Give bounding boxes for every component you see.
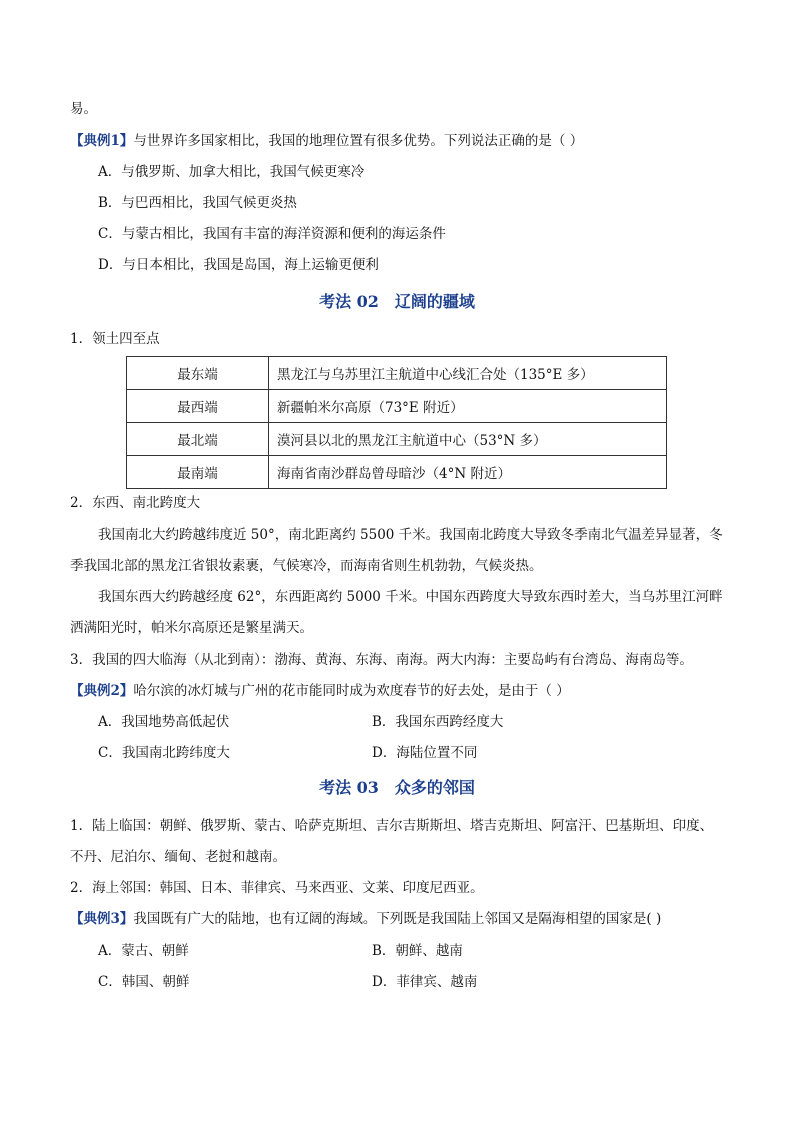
section-heading-03-number: 考法 03	[319, 778, 379, 797]
example-3-option-d: D．菲律宾、越南	[372, 974, 478, 990]
example-3-tag: 【典例3】	[70, 911, 134, 927]
section-heading-03-title: 众多的邻国	[394, 778, 475, 797]
territory-extremes-table	[126, 356, 667, 489]
example-1-stem: 与世界许多国家相比，我国的地理位置有很多优势。下列说法正确的是（ ）	[133, 133, 584, 149]
north-south-paragraph: 我国南北大约跨越纬度近 50°，南北距离约 5500 千米。我国南北跨度大导致冬季南北气温差异显著，冬季我国北部的黑龙江省银妆素裹，气候寒冷，而海南省则生机勃勃，气候炎热。	[70, 527, 723, 574]
example-1-question	[70, 131, 583, 151]
table-cell-direction: 最东端	[127, 357, 269, 390]
section-heading-03	[0, 777, 794, 799]
example-3-option-c: C．韩国、朝鲜	[98, 974, 190, 990]
example-3-option-a: A．蒙古、朝鲜	[98, 943, 189, 959]
table-cell-description: 黑龙江与乌苏里江主航道中心线汇合处（135°E 多）	[269, 357, 667, 390]
example-2-tag: 【典例2】	[70, 683, 134, 699]
seas-text: 3．我国的四大临海（从北到南）：渤海、黄海、东海、南海。两大内海：主要岛屿有台湾岛、海南岛等。	[70, 652, 693, 668]
table-cell-direction: 最北端	[127, 423, 269, 456]
table-row	[127, 357, 667, 390]
example-1-option-d: D．与日本相比，我国是岛国，海上运输更便利	[98, 257, 379, 273]
table-cell-description: 漠河县以北的黑龙江主航道中心（53°N 多）	[269, 423, 667, 456]
section-heading-02-title: 辽阔的疆域	[394, 292, 475, 311]
table-cell-description: 海南省南沙群岛曾母暗沙（4°N 附近）	[269, 456, 667, 489]
example-1-option-a: A．与俄罗斯、加拿大相比，我国气候更寒冷	[98, 164, 365, 180]
land-neighbors-line-2: 不丹、尼泊尔、缅甸、老挝和越南。	[70, 849, 286, 865]
example-2-option-b: B．我国东西跨经度大	[372, 714, 504, 730]
table-row	[127, 423, 667, 456]
section-heading-02-number: 考法 02	[319, 292, 379, 311]
sea-neighbors-text: 2．海上邻国：韩国、日本、菲律宾、马来西亚、文莱、印度尼西亚。	[70, 880, 484, 896]
example-3-stem: 我国既有广大的陆地，也有辽阔的海域。下列既是我国陆上邻国又是隔海相望的国家是( )	[133, 911, 662, 927]
example-2-option-c: C．我国南北跨纬度大	[98, 745, 230, 761]
land-neighbors-line-1: 1．陆上临国：朝鲜、俄罗斯、蒙古、哈萨克斯坦、吉尔吉斯斯坦、塔吉克斯坦、阿富汗、巴基斯坦、印度、	[70, 818, 714, 834]
example-1-tag: 【典例1】	[70, 133, 134, 149]
example-3-question	[70, 909, 661, 929]
example-1-option-c: C．与蒙古相比，我国有丰富的海洋资源和便利的海运条件	[98, 226, 446, 242]
example-2-option-a: A．我国地势高低起伏	[98, 714, 230, 730]
table-cell-direction: 最南端	[127, 456, 269, 489]
table-row	[127, 390, 667, 423]
east-west-paragraph: 我国东西大约跨越经度 62°，东西距离约 5000 千米。中国东西跨度大导致东西时差大，当乌苏里江河畔洒满阳光时，帕米尔高原还是繁星满天。	[70, 589, 723, 636]
example-2-stem: 哈尔滨的冰灯城与广州的花市能同时成为欢度春节的好去处，是由于（ ）	[133, 683, 570, 699]
example-2-option-d: D．海陆位置不同	[372, 745, 478, 761]
territory-extremes-title: 1．领土四至点	[70, 331, 160, 347]
table-row	[127, 456, 667, 489]
table-cell-direction: 最西端	[127, 390, 269, 423]
section-heading-02	[0, 291, 794, 313]
continuation-text: 易。	[70, 101, 97, 117]
example-1-option-b: B．与巴西相比，我国气候更炎热	[98, 195, 297, 211]
span-title: 2．东西、南北跨度大	[70, 495, 201, 511]
table-cell-description: 新疆帕米尔高原（73°E 附近）	[269, 390, 667, 423]
example-2-question	[70, 681, 570, 701]
example-3-option-b: B．朝鲜、越南	[372, 943, 463, 959]
